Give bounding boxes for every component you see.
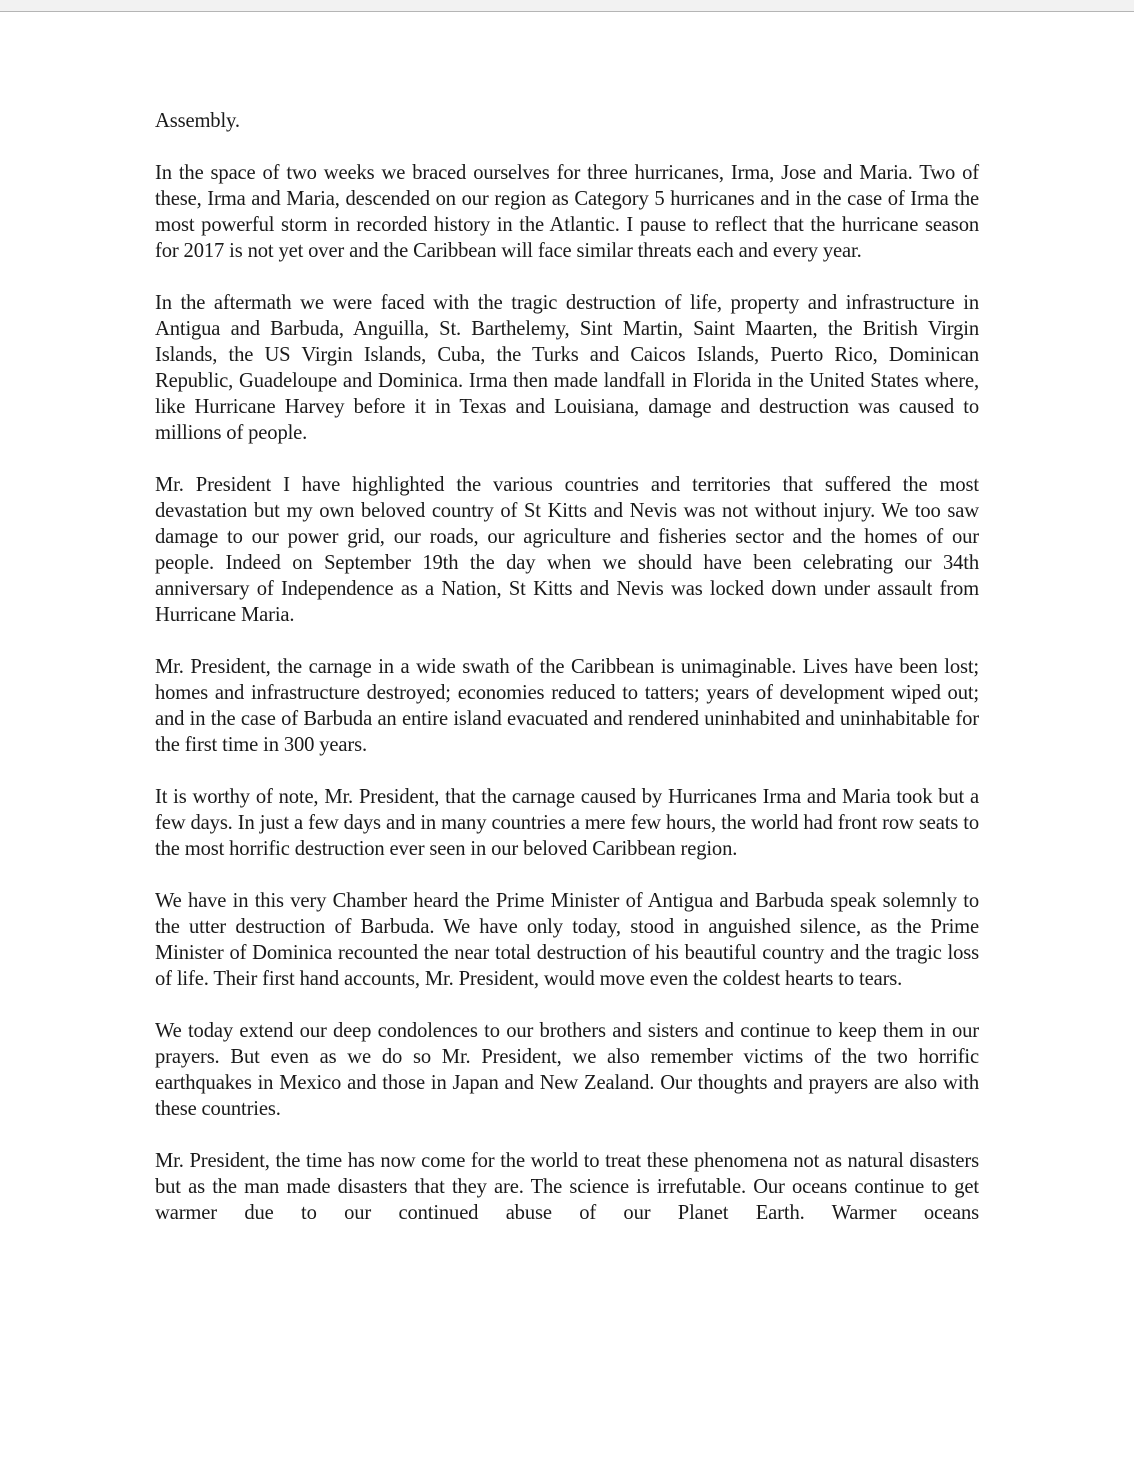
paragraph-man-made-disasters: Mr. President, the time has now come for the world to treat these phenomena not as natural disasters but as the man made disasters that they are. The science is irrefutable. Our oceans continue to get warmer due to our continued abuse of our Planet Earth. Warmer oceans bbox=[155, 1150, 979, 1224]
document-page bbox=[155, 108, 979, 1226]
paragraph-assembly: Assembly. bbox=[155, 110, 240, 132]
paragraph-aftermath: In the aftermath we were faced with the tragic destruction of life, property and infrastructure in Antigua and Barbuda, Anguilla, St. Barthelemy, Sint Martin, Saint Maarten, the British Virgin Islands, the US Virgin Islands, Cuba, the Turks and Caicos Islands, Puerto Rico, Dominican Republic, Guadeloupe and Dominica. Irma then made landfall in Florida in the United States where, like Hurricane Harvey before it in Texas and Louisiana, damage and destruction was caused to millions of people. bbox=[155, 292, 979, 444]
paragraph-carnage: Mr. President, the carnage in a wide swath of the Caribbean is unimaginable. Lives have been lost; homes and infrastructure destroyed; economies reduced to tatters; years of development wiped out; and in the case of Barbuda an entire island evacuated and rendered uninhabited and uninhabitable for the first time in 300 years. bbox=[155, 656, 979, 756]
paragraph-condolences: We today extend our deep condolences to our brothers and sisters and continue to keep them in our prayers. But even as we do so Mr. President, we also remember victims of the two horrific earthquakes in Mexico and those in Japan and New Zealand. Our thoughts and prayers are also with these countries. bbox=[155, 1020, 979, 1120]
paragraph-chamber: We have in this very Chamber heard the Prime Minister of Antigua and Barbuda speak solemnly to the utter destruction of Barbuda. We have only today, stood in anguished silence, as the Prime Minister of Dominica recounted the near total destruction of his beautiful country and the tragic loss of life. Their first hand accounts, Mr. President, would move even the coldest hearts to tears. bbox=[155, 890, 979, 990]
paragraph-hurricanes-intro: In the space of two weeks we braced ourselves for three hurricanes, Irma, Jose and Maria. Two of these, Irma and Maria, descended on our region as Category 5 hurricanes and in the case of Irma the most powerful storm in recorded history in the Atlantic. I pause to reflect that the hurricane season for 2017 is not yet over and the Caribbean will face similar threats each and every year. bbox=[155, 162, 979, 262]
paragraph-worthy-of-note: It is worthy of note, Mr. President, that the carnage caused by Hurricanes Irma and Maria took but a few days. In just a few days and in many countries a mere few hours, the world had front row seats to the most horrific destruction ever seen in our beloved Caribbean region. bbox=[155, 786, 979, 860]
viewer-top-bar bbox=[0, 0, 1134, 12]
paragraph-st-kitts-nevis: Mr. President I have highlighted the various countries and territories that suffered the most devastation but my own beloved country of St Kitts and Nevis was not without injury. We too saw damage to our power grid, our roads, our agriculture and fisheries sector and the homes of our people. Indeed on September 19th the day when we should have been celebrating our 34th anniversary of Independence as a Nation, St Kitts and Nevis was locked down under assault from Hurricane Maria. bbox=[155, 474, 979, 626]
